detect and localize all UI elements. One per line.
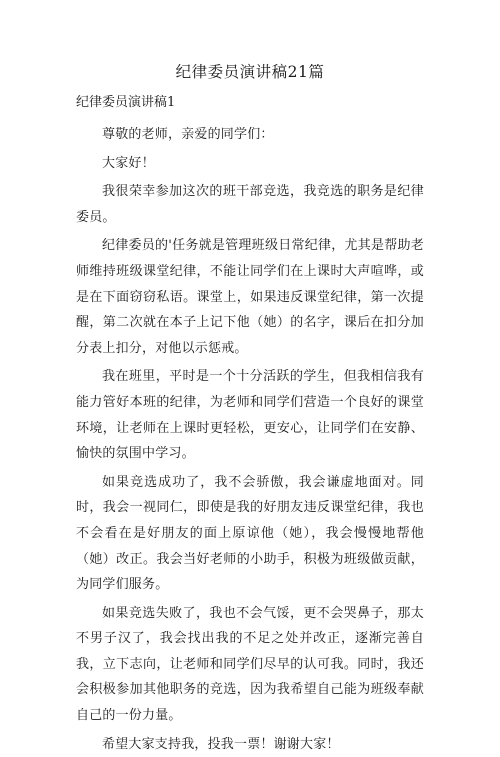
paragraph-greeting: 大家好！ <box>102 155 155 171</box>
document-subtitle: 纪律委员演讲稿1 <box>76 95 176 110</box>
document-title: 纪律委员演讲稿21篇 <box>175 63 325 81</box>
paragraph-if-failure: 如果竞选失败了，我也不会气馁，更不会哭鼻子，那太不男子汉了，我会找出我的不足之处并改正，逐渐完善自我，立下志向，让老师和同学们尽早的认可我。同时，我还会积极参加其他职务的竞选，因为我希望自己能为班级奉献自己的一份力量。 <box>76 605 424 724</box>
paragraph-intro: 我很荣幸参加这次的班干部竞选，我竞选的职务是纪律委员。 <box>76 184 424 225</box>
paragraph-duties: 纪律委员的'任务就是管理班级日常纪律，尤其是帮助老师维持班级课堂纪律，不能让同学们在上课时大声喧哗，或是在下面窃窃私语。课堂上，如果违反课堂纪律，第一次提醒，第二次就在本子上记下他（她）的名字，课后在扣分加分表上扣分，对他以示惩戒。 <box>76 238 424 356</box>
paragraph-self-description: 我在班里，平时是一个十分活跃的学生，但我相信我有能力管好本班的纪律，为老师和同学们营造一个良好的课堂环境，让老师在上课时更轻松，更安心，让同学们在安静、愉快的氛围中学习。 <box>76 369 424 462</box>
paragraph-salutation: 尊敬的老师，亲爱的同学们： <box>102 127 274 142</box>
paragraph-closing: 希望大家支持我，投我一票！谢谢大家！ <box>102 736 340 752</box>
paragraph-if-success: 如果竞选成功了，我不会骄傲，我会谦虚地面对。同时，我会一视同仁，即使是我的好朋友违反课堂纪律，我也不会看在是好朋友的面上原谅他（她），我会慢慢地帮他（她）改正。我会当好老师的小助手，积极为班级做贡献，为同学们服务。 <box>76 474 424 593</box>
